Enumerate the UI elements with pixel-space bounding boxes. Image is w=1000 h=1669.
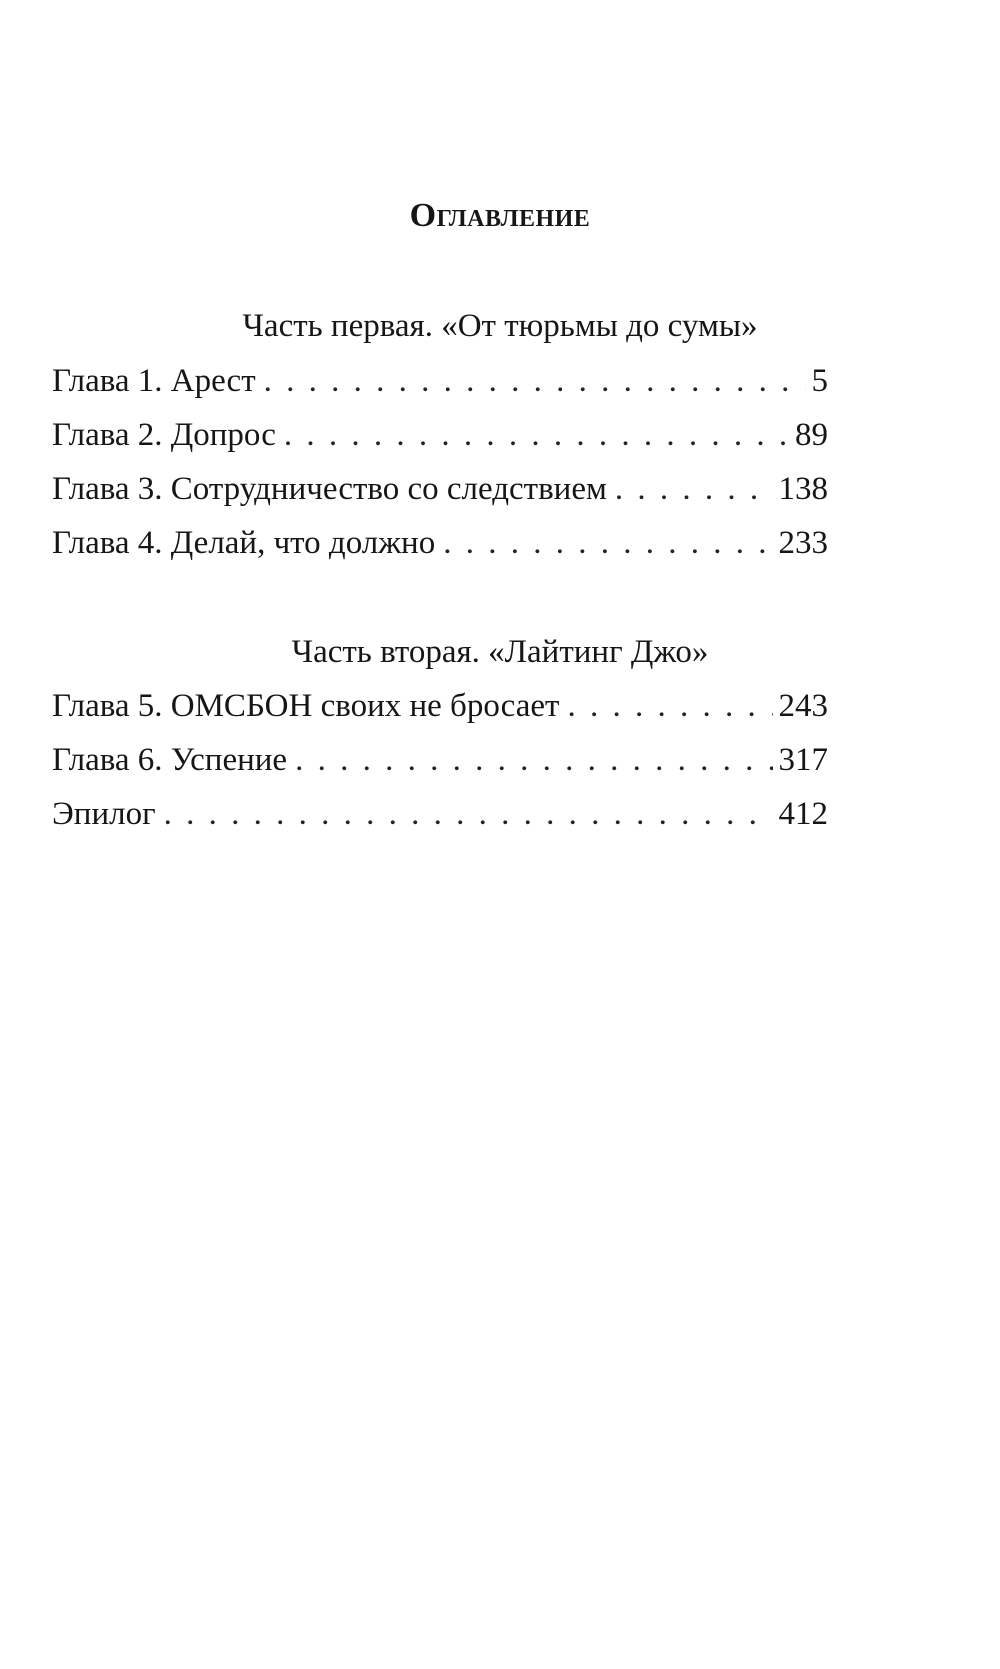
- part-heading-2: Часть вторая. «Лайтинг Джо»: [291, 634, 709, 670]
- page-title: Оглавление: [409, 197, 591, 234]
- dot-leader: [295, 740, 772, 780]
- toc-entry-label: Глава 3. Сотрудничество со следствием: [52, 471, 607, 507]
- toc-entry[interactable]: [52, 415, 828, 469]
- toc-entry[interactable]: [52, 740, 828, 794]
- dot-leader: [264, 361, 806, 401]
- toc-entry-label: Глава 5. ОМСБОН своих не бросает: [52, 688, 560, 724]
- dot-leader: [567, 686, 772, 726]
- toc-entry-label: Глава 1. Арест: [52, 363, 256, 399]
- toc-entry-label: Эпилог: [52, 796, 156, 832]
- toc-entry-page: 89: [795, 417, 828, 453]
- toc-list-part-1: [52, 361, 828, 577]
- dot-leader: [164, 794, 773, 834]
- toc-entry-label: Глава 2. Допрос: [52, 417, 276, 453]
- dot-leader: [615, 469, 773, 509]
- toc-entry-page: 243: [778, 688, 828, 724]
- part-heading-1: Часть первая. «От тюрьмы до сумы»: [242, 308, 758, 344]
- toc-entry[interactable]: [52, 469, 828, 523]
- toc-entry[interactable]: [52, 523, 828, 577]
- toc-entry-label: Глава 6. Успение: [52, 742, 288, 778]
- dot-leader: [284, 415, 789, 455]
- toc-entry-page: 233: [778, 525, 828, 561]
- toc-entry-page: 138: [778, 471, 828, 507]
- toc-entry-page: 317: [778, 742, 828, 778]
- toc-entry-page: 412: [778, 796, 828, 832]
- dot-leader: [443, 523, 772, 563]
- toc-entry[interactable]: [52, 686, 828, 740]
- toc-entry[interactable]: [52, 794, 828, 848]
- toc-list-part-2: [52, 686, 828, 848]
- toc-entry[interactable]: [52, 361, 828, 415]
- toc-entry-label: Глава 4. Делай, что должно: [52, 525, 436, 561]
- toc-entry-page: 5: [811, 363, 828, 399]
